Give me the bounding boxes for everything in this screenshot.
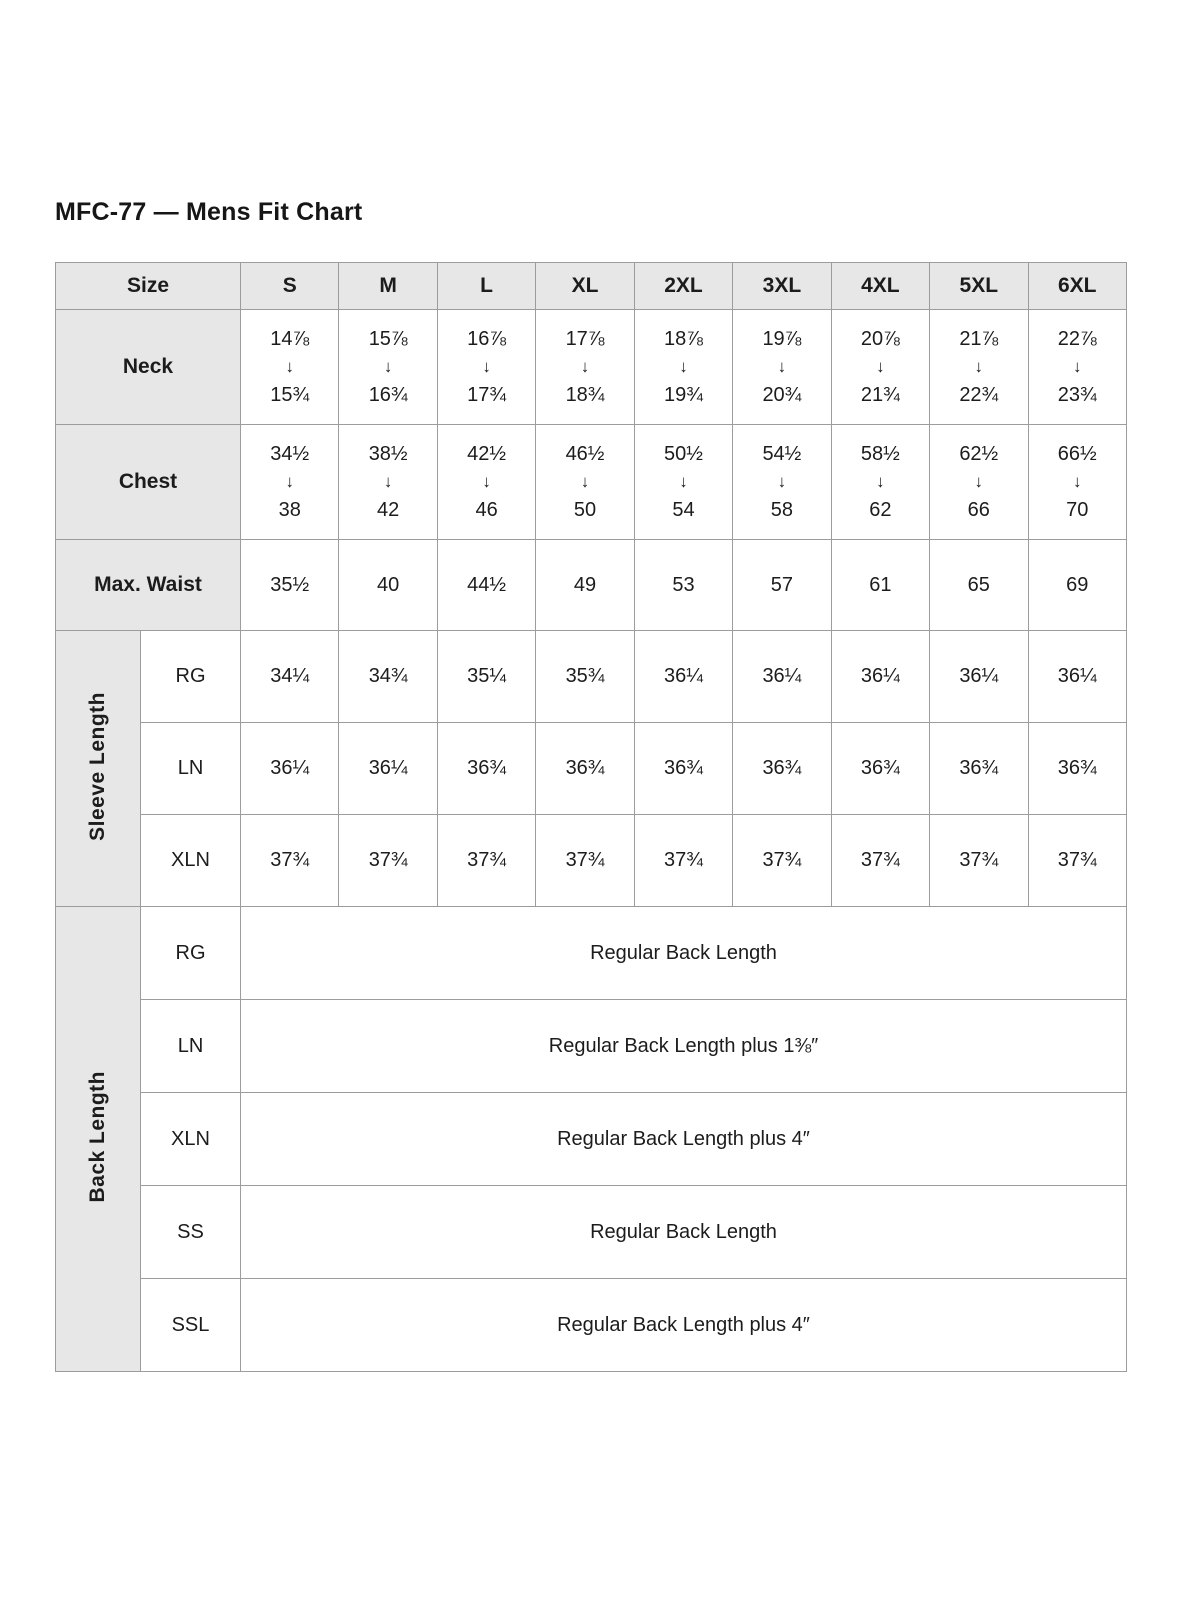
- waist-value-cell: 61: [831, 540, 929, 631]
- waist-row-label: Max. Waist: [56, 540, 241, 631]
- range-to: 23¾: [1057, 384, 1097, 406]
- chest-range-cell: [930, 425, 1028, 540]
- down-arrow-icon: ↓: [679, 472, 688, 491]
- col-header-2xl: 2XL: [634, 263, 732, 310]
- chest-row-label: Chest: [56, 425, 241, 540]
- down-arrow-icon: ↓: [285, 472, 294, 491]
- down-arrow-icon: ↓: [383, 472, 393, 491]
- range-to: 58: [770, 499, 794, 521]
- waist-value-cell: 53: [634, 540, 732, 631]
- down-arrow-icon: ↓: [482, 472, 491, 491]
- range-from: 18⅞: [664, 328, 703, 350]
- header-row: [56, 263, 1127, 310]
- sleeve-value-cell: 36¼: [241, 723, 339, 815]
- range-from: 50½: [664, 443, 703, 465]
- down-arrow-icon: ↓: [580, 472, 590, 491]
- range-to: 17¾: [467, 384, 507, 406]
- sleeve-value-cell: 36¼: [339, 723, 437, 815]
- range-to: 19¾: [664, 384, 703, 406]
- sleeve-sublabel-xln: XLN: [141, 815, 241, 907]
- neck-range-cell: [831, 310, 929, 425]
- col-header-m: M: [339, 263, 437, 310]
- back-sublabel-ss: SS: [141, 1186, 241, 1279]
- range-from: 38½: [368, 443, 408, 465]
- range-to: 21¾: [860, 384, 900, 406]
- neck-row: [56, 310, 1127, 425]
- range-from: 19⅞: [762, 328, 802, 350]
- sleeve-value-cell: 36¼: [1028, 631, 1127, 723]
- range-to: 54: [672, 499, 695, 521]
- sleeve-value-cell: 36¾: [930, 723, 1028, 815]
- down-arrow-icon: ↓: [876, 472, 885, 491]
- sleeve-length-label-cell: [56, 631, 141, 907]
- range-from: 20⅞: [860, 328, 900, 350]
- neck-range-cell: [1028, 310, 1127, 425]
- back-description-cell: Regular Back Length: [241, 1186, 1127, 1279]
- range-from: 62½: [959, 443, 999, 465]
- sleeve-value-cell: 37¾: [930, 815, 1028, 907]
- range-to: 50: [573, 499, 597, 521]
- waist-row: [56, 540, 1127, 631]
- neck-range-cell: [930, 310, 1028, 425]
- range-to: 22¾: [959, 384, 999, 406]
- range-to: 42: [377, 499, 400, 521]
- range-to: 66: [967, 499, 990, 521]
- down-arrow-icon: ↓: [777, 357, 787, 376]
- sleeve-value-cell: 36¼: [634, 631, 732, 723]
- back-description-cell: Regular Back Length plus 4″: [241, 1279, 1127, 1372]
- waist-value-cell: 65: [930, 540, 1028, 631]
- range-from: 17⅞: [565, 328, 605, 350]
- waist-value-cell: 57: [733, 540, 831, 631]
- back-length-label: Back Length: [86, 1070, 109, 1203]
- down-arrow-icon: ↓: [974, 472, 984, 491]
- sleeve-value-cell: 36¾: [733, 723, 831, 815]
- neck-range-cell: [241, 310, 339, 425]
- sleeve-value-cell: 36¾: [634, 723, 732, 815]
- range-from: 34½: [270, 443, 310, 465]
- range-to: 18¾: [565, 384, 605, 406]
- back-ln-row: [56, 1000, 1127, 1093]
- sleeve-xln-row: [56, 815, 1127, 907]
- back-sublabel-rg: RG: [141, 907, 241, 1000]
- sleeve-value-cell: 37¾: [339, 815, 437, 907]
- down-arrow-icon: ↓: [1073, 357, 1082, 376]
- sleeve-value-cell: 34¾: [339, 631, 437, 723]
- range-to: 15¾: [270, 384, 310, 406]
- back-rg-row: [56, 907, 1127, 1000]
- range-to: 70: [1066, 499, 1089, 521]
- waist-value-cell: 40: [339, 540, 437, 631]
- back-description-cell: Regular Back Length plus 1⅜″: [241, 1000, 1127, 1093]
- col-header-5xl: 5XL: [930, 263, 1028, 310]
- col-header-xl: XL: [536, 263, 634, 310]
- down-arrow-icon: ↓: [383, 357, 393, 376]
- range-from: 15⅞: [368, 328, 408, 350]
- size-header-cell: Size: [56, 263, 241, 310]
- range-to: 20¾: [762, 384, 802, 406]
- back-length-label-cell: [56, 907, 141, 1372]
- down-arrow-icon: ↓: [876, 357, 885, 376]
- sleeve-rg-row: [56, 631, 1127, 723]
- chest-range-cell: [339, 425, 437, 540]
- sleeve-value-cell: 35¾: [536, 631, 634, 723]
- sleeve-value-cell: 36¼: [733, 631, 831, 723]
- sleeve-value-cell: 37¾: [634, 815, 732, 907]
- sleeve-sublabel-ln: LN: [141, 723, 241, 815]
- neck-row-label: Neck: [56, 310, 241, 425]
- neck-range-cell: [339, 310, 437, 425]
- sleeve-length-label: Sleeve Length: [86, 691, 109, 841]
- sleeve-value-cell: 36¼: [930, 631, 1028, 723]
- sleeve-value-cell: 36¾: [536, 723, 634, 815]
- down-arrow-icon: ↓: [285, 357, 294, 376]
- back-sublabel-xln: XLN: [141, 1093, 241, 1186]
- col-header-s: S: [241, 263, 339, 310]
- back-sublabel-ln: LN: [141, 1000, 241, 1093]
- sleeve-value-cell: 34¼: [241, 631, 339, 723]
- back-description-cell: Regular Back Length plus 4″: [241, 1093, 1127, 1186]
- down-arrow-icon: ↓: [777, 472, 787, 491]
- back-sublabel-ssl: SSL: [141, 1279, 241, 1372]
- chest-range-cell: [1028, 425, 1127, 540]
- down-arrow-icon: ↓: [1073, 472, 1082, 491]
- neck-range-cell: [536, 310, 634, 425]
- range-from: 42½: [467, 443, 507, 465]
- sleeve-value-cell: 36¼: [831, 631, 929, 723]
- sleeve-ln-row: [56, 723, 1127, 815]
- page-title: MFC-77 — Mens Fit Chart: [55, 198, 363, 226]
- sleeve-value-cell: 35¼: [437, 631, 535, 723]
- sleeve-sublabel-rg: RG: [141, 631, 241, 723]
- sleeve-value-cell: 37¾: [733, 815, 831, 907]
- down-arrow-icon: ↓: [679, 357, 688, 376]
- chest-range-cell: [831, 425, 929, 540]
- range-from: 14⅞: [270, 328, 310, 350]
- chest-range-cell: [241, 425, 339, 540]
- range-to: 62: [869, 499, 892, 521]
- range-to: 46: [475, 499, 498, 521]
- range-from: 16⅞: [467, 328, 507, 350]
- neck-range-cell: [733, 310, 831, 425]
- sleeve-value-cell: 37¾: [1028, 815, 1127, 907]
- range-from: 58½: [860, 443, 900, 465]
- sleeve-value-cell: 37¾: [241, 815, 339, 907]
- back-ss-row: [56, 1186, 1127, 1279]
- waist-value-cell: 35½: [241, 540, 339, 631]
- back-xln-row: [56, 1093, 1127, 1186]
- col-header-l: L: [437, 263, 535, 310]
- fit-chart-table: [55, 262, 1127, 1372]
- chest-row: [56, 425, 1127, 540]
- range-from: 66½: [1057, 443, 1097, 465]
- waist-value-cell: 49: [536, 540, 634, 631]
- range-from: 46½: [565, 443, 605, 465]
- range-to: 38: [278, 499, 301, 521]
- chest-range-cell: [536, 425, 634, 540]
- down-arrow-icon: ↓: [974, 357, 984, 376]
- chest-range-cell: [733, 425, 831, 540]
- down-arrow-icon: ↓: [482, 357, 491, 376]
- chest-range-cell: [634, 425, 732, 540]
- down-arrow-icon: ↓: [580, 357, 590, 376]
- range-from: 54½: [762, 443, 802, 465]
- chest-range-cell: [437, 425, 535, 540]
- sleeve-value-cell: 37¾: [437, 815, 535, 907]
- col-header-4xl: 4XL: [831, 263, 929, 310]
- waist-value-cell: 44½: [437, 540, 535, 631]
- waist-value-cell: 69: [1028, 540, 1127, 631]
- sleeve-value-cell: 37¾: [536, 815, 634, 907]
- col-header-3xl: 3XL: [733, 263, 831, 310]
- range-to: 16¾: [368, 384, 408, 406]
- back-description-cell: Regular Back Length: [241, 907, 1127, 1000]
- sleeve-value-cell: 36¾: [831, 723, 929, 815]
- range-from: 21⅞: [959, 328, 999, 350]
- neck-range-cell: [437, 310, 535, 425]
- sleeve-value-cell: 37¾: [831, 815, 929, 907]
- neck-range-cell: [634, 310, 732, 425]
- sleeve-value-cell: 36¾: [1028, 723, 1127, 815]
- col-header-6xl: 6XL: [1028, 263, 1127, 310]
- range-from: 22⅞: [1057, 328, 1097, 350]
- back-ssl-row: [56, 1279, 1127, 1372]
- sleeve-value-cell: 36¾: [437, 723, 535, 815]
